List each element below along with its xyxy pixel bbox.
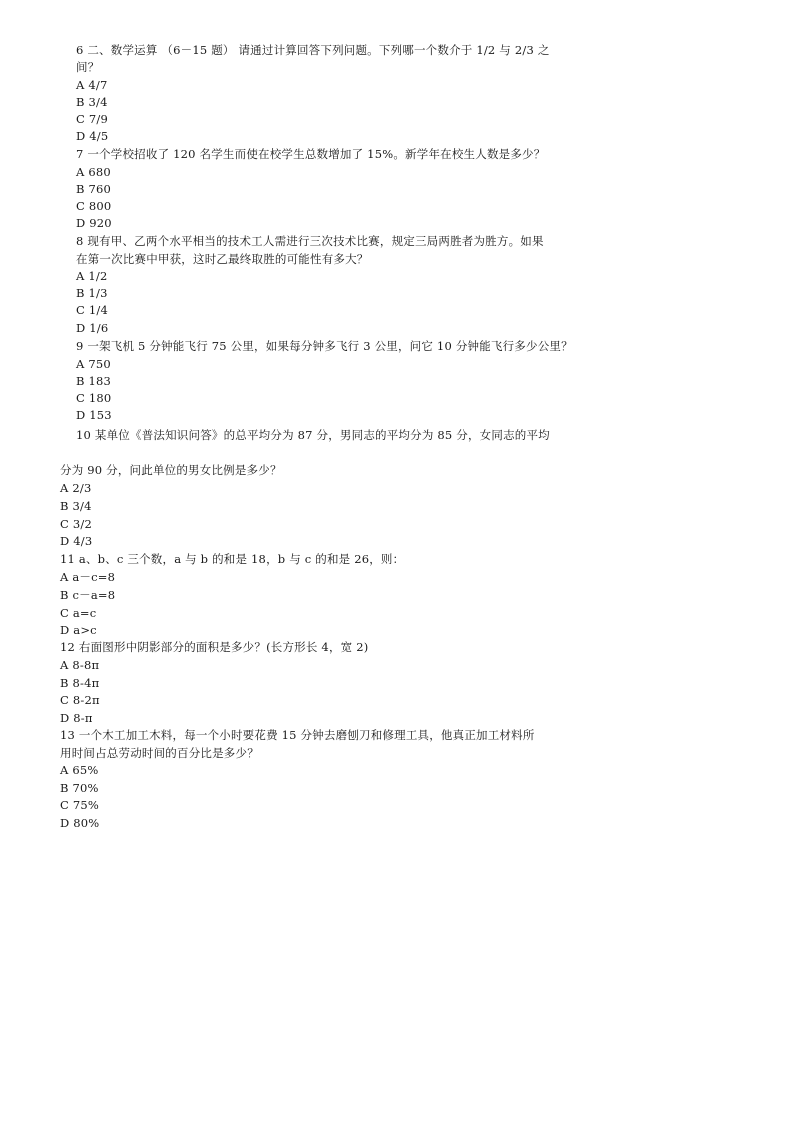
question-10-option-c: C 3/2	[60, 517, 92, 531]
question-13-option-b: B 70%	[60, 781, 99, 795]
question-9-option-a: A 750	[76, 357, 111, 371]
question-11-line-1: 11 a、b、c 三个数，a 与 b 的和是 18，b 与 c 的和是 26，则：	[60, 552, 405, 566]
question-9-option-d: D 153	[76, 408, 112, 422]
question-13-line-2: 用时间占总劳动时间的百分比是多少？	[60, 746, 259, 760]
question-6-option-b: B 3/4	[76, 95, 108, 109]
question-11-option-a: A a－c=8	[60, 570, 116, 584]
question-12-option-a: A 8-8π	[60, 658, 100, 672]
question-7-option-b: B 760	[76, 182, 112, 196]
question-9-line-1: 9 一架飞机 5 分钟能飞行 75 公里，如果每分钟多飞行 3 公里，问它 10 分钟能飞行多少公里？	[76, 339, 573, 353]
question-6-option-d: D 4/5	[76, 129, 109, 143]
question-7-option-a: A 680	[76, 165, 111, 179]
question-12-option-d: D 8-π	[60, 711, 93, 725]
question-9-option-b: B 183	[76, 374, 112, 388]
question-10-option-b: B 3/4	[60, 499, 92, 513]
question-6-line-1: 6 二、数学运算 （6－15 题） 请通过计算回答下列问题。下列哪一个数介于 1/2 与 2/3 之	[76, 43, 550, 57]
question-10-line-1: 10 某单位《普法知识问答》的总平均分为 87 分，男同志的平均分为 85 分，女同志的平均	[76, 428, 550, 442]
question-10-line-2: 分为 90 分，问此单位的男女比例是多少？	[60, 463, 282, 477]
question-13-option-d: D 80%	[60, 816, 100, 830]
question-9-option-c: C 180	[76, 391, 112, 405]
question-13-line-1: 13 一个木工加工木料，每一个小时要花费 15 分钟去磨刨刀和修理工具，他真正加工材料所	[60, 728, 535, 742]
question-11-option-c: C a=c	[60, 606, 97, 620]
question-7-option-c: C 800	[76, 199, 112, 213]
question-8-line-1: 8 现有甲、乙两个水平相当的技术工人需进行三次技术比赛，规定三局两胜者为胜方。如果	[76, 234, 544, 248]
question-13-option-a: A 65%	[60, 763, 99, 777]
question-12-option-b: B 8-4π	[60, 676, 100, 690]
question-8-option-a: A 1/2	[76, 269, 108, 283]
question-8-option-d: D 1/6	[76, 321, 109, 335]
question-8-option-b: B 1/3	[76, 286, 108, 300]
question-10-option-d: D 4/3	[60, 534, 93, 548]
question-7-line-1: 7 一个学校招收了 120 名学生而使在校学生总数增加了 15%。新学年在校生人数是多少？	[76, 147, 546, 161]
question-6-option-a: A 4/7	[76, 78, 108, 92]
question-6-option-c: C 7/9	[76, 112, 108, 126]
question-10-option-a: A 2/3	[60, 481, 92, 495]
question-6-line-2: 间？	[76, 60, 100, 74]
question-11-option-d: D a>c	[60, 623, 97, 637]
question-7-option-d: D 920	[76, 216, 112, 230]
question-12-option-c: C 8-2π	[60, 693, 100, 707]
question-12-line-1: 12 右面图形中阴影部分的面积是多少？(长方形长 4，宽 2)	[60, 640, 369, 654]
question-11-option-b: B c－a=8	[60, 588, 116, 602]
question-13-option-c: C 75%	[60, 798, 100, 812]
question-8-option-c: C 1/4	[76, 303, 108, 317]
question-8-line-2: 在第一次比赛中甲获，这时乙最终取胜的可能性有多大？	[76, 252, 369, 266]
